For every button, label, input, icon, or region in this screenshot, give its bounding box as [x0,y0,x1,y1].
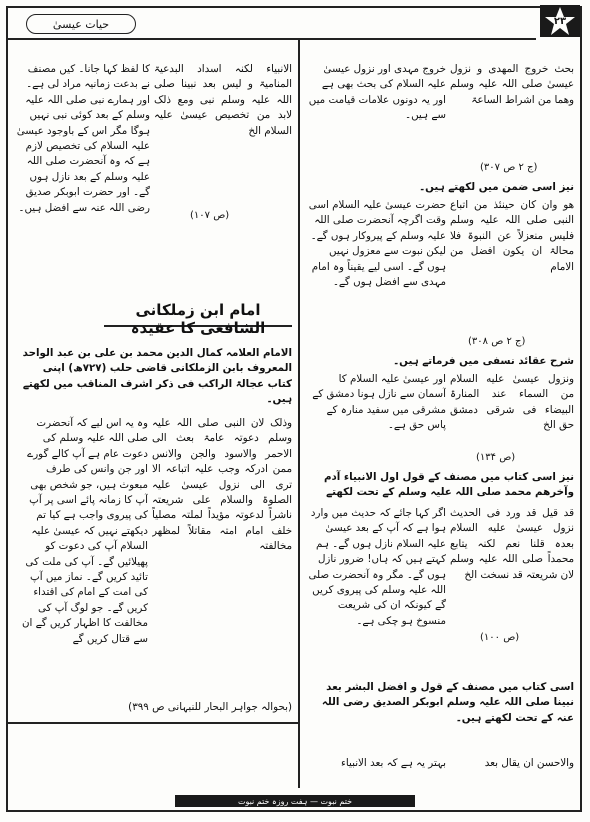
left-ref1: (ص ۱۰۷) [190,210,230,221]
right-p5-arabic: والاحسن ان یقال بعد [484,757,574,769]
right-ref4: (ص ۱۰۰) [480,632,520,643]
left-p2-urdu: وہ یہ اس لیے کہ آنحضرت صلی اللہ علیہ وسلم کی دعوت عام ہے آپ کالے گورے اور جن وانس کی طرف مبعوث ہیں، جو شخص بھی آپ کا زمانہ پائے اسی پر آپ کی پیروی واجب ہے کیا تم دیکھتے نہیں کہ عیسیٰ علیہ السلام آپ کی دعوت کو پھیلائیں گے۔ آپ کی ملت کی تائید کریں گے۔ نماز میں آپ کی امت کے امام کی اقتداء کریں گے۔ جو لوگ آپ کی مخالفت کا اظہار کریں گے ان سے قتال کریں گے [21,417,148,645]
right-p1-urdu: خروج مہدی اور نزول عیسیٰ علیہ السلام کی بحث بھی ہے اور یہ دونوں علامات قیامت میں سے ہیں۔ [308,63,446,122]
header-tag: حیات عیسیٰ [26,14,136,34]
right-head5: اسی کتاب میں مصنف کے قول و افضل البشر بعد نبینا صلی اللہ علیہ وسلم ابوبکر الصدیق رضی اللہ عنہ کے تحت لکھتے ہیں۔ [321,681,574,724]
section-title: امام ابن زملکانی الشافعی کا عقیدہ [104,301,292,327]
right-p3-arabic: ونزول عیسیٰ علیه السلام من السماء عند المنارۃ البیضاء فی شرقی دمشق حق الخ [450,373,574,432]
page-number-badge [538,4,582,38]
left-p2-arabic: وذلک لان النبی صلی اللہ علیہ وسلم دعوتہ عامۃ بعث الی الاحمر والاسود والجن والانس ممن ادرکہ وجب علیہ اتباعہ الا تری الی نزول عیسیٰ علیہ الصلوۃ والسلام علی شریعتہ ناشراً لدعوتہ مؤیداً لملتہ مصلیاً خلف امام امتہ مقاتلاً لمظهر مخالفتہ [152,417,292,553]
right-ref1: (ج ۲ ص ۳۰۷) [480,162,538,173]
header-rule [8,38,536,40]
right-p2-arabic: هو وان کان حینئذ من اتباع النبی صلی اللہ علیہ وسلم فلیس منعزلاً عن النبوۃ فلا محالۃ ان یکون افضل من الامام [450,199,574,273]
column-divider [298,40,300,788]
right-head2: نیز اسی ضمن میں لکھتے ہیں۔ [419,181,574,193]
left-end-rule [8,722,298,724]
right-ref2: (ج ۲ ص ۳۰۸) [468,336,526,347]
right-p4-urdu: اگر کہا جائے کہ حدیث میں وارد ہوا ہے کہ آپ کے بعد عیسیٰ علیہ السلام نازل ہوں گے۔ ہم کہتے ہیں کہ ہاں! ضرور نازل ہوں گے۔ مگر وہ آنحضرت صلی اللہ علیہ وسلم کی پیروی کریں گے کیونکہ ان کی شریعت منسوخ ہو چکی ہے۔ [308,507,446,627]
right-p4-arabic: قد قیل قد ورد فی الحدیث نزول عیسیٰ علیه السلام بعدہ قلنا نعم لکنہ یتابع محمداً صلی اللہ علیہ وسلم لان شریعتہ قد نسخت الخ [450,507,574,581]
right-ref3: (ص ۱۳۴) [476,452,516,463]
left-p1-urdu: کا لفظ کہا جانا۔ کیں مصنف نے بدعت زمانیہ مراد لی ہے۔ اور ہمارے نبی صلی اللہ علیہ وسلم کے بعد کوئی نبی نہیں ہوگا مگر اس کے باوجود عیسیٰ علیہ السلام کی تخصیص لازم ہے کہ وہ آنحضرت صلی اللہ علیہ وسلم کے بعد نازل ہوں گے۔ اور حضرت ابوبکر صدیق رضی اللہ عنہ سے افضل ہیں۔ [16,63,150,214]
footer-banner: ختم نبوت — ہفت روزہ ختم نبوت [175,795,415,807]
page-number: ٢٣ [553,15,567,27]
right-head4: نیز اسی کتاب میں مصنف کے قول اول الانبیاء آدم وآخرهم محمد صلی اللہ علیہ وسلم کے تحت لکھتے [323,471,574,499]
left-p1-arabic: الانبیاء لکنہ اسداد البدعیۃ المنامیۃ و لیس بعد نبینا صلی اللہ علیہ وسلم نبی ومع ذلک لابد من تخصیص عیسیٰ علیہ السلام الخ [154,63,292,137]
right-p3-urdu: اور عیسیٰ علیہ السلام کا آسمان سے نازل ہونا دمشق کے مشرقی میں سفید منارہ کے پاس حق ہے۔ [312,373,446,432]
right-p1-arabic: بحث خروج المهدی و نزول عیسیٰ صلی اللہ علیہ وسلم وهما من اشراط الساعۃ [450,63,574,106]
left-intro: الامام العلامہ کمال الدین محمد بن علی بن عبد الواحد المعروف بابن الزملکانی قاضی حلب (۷۲۷ھ) اپنی کتاب عجالۃ الراکب فی ذکر اشرف المناقب میں لکھتے ہیں۔ [22,347,292,406]
right-head3: شرح عقائد نسفی میں فرماتے ہیں۔ [393,355,574,367]
left-ref2: (بحوالہ جواہر البحار للنبہانی ص ۳۹۹) [128,701,292,713]
right-p2-urdu: حضرت عیسیٰ علیہ السلام اسی وقت اگرچہ آنحضرت صلی اللہ علیہ وسلم کے پیروکار ہوں گے۔ لیکن نبوت سے معزول نہیں ہوں گے۔ اسی لیے یقیناً وہ امام مہدی سے افضل ہوں گے۔ [308,199,446,289]
right-p5-urdu: بہتر یہ ہے کہ بعد الانبیاء [341,757,446,769]
